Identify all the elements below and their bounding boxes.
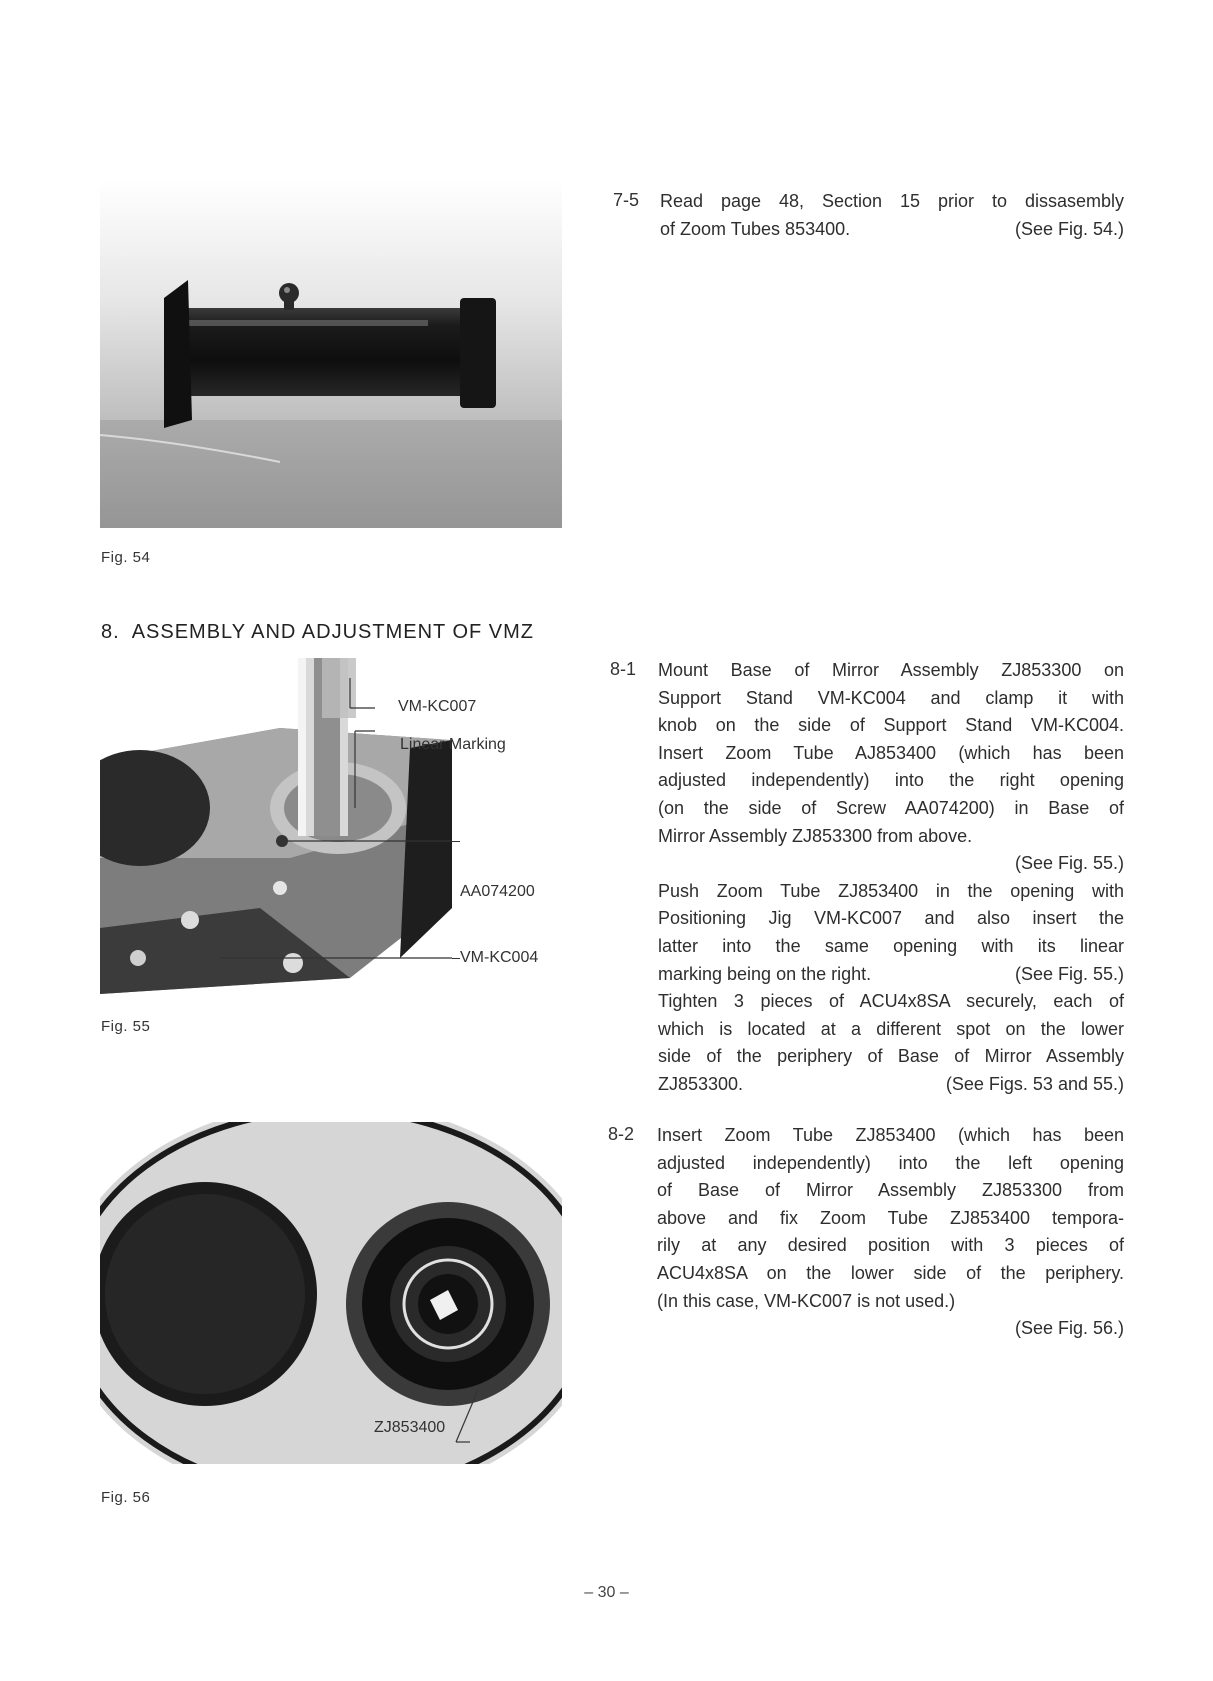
text-line: rily at any desired position with 3 pieces of	[657, 1235, 1124, 1256]
fig56-caption: Fig. 56	[101, 1489, 151, 1506]
text-line: Insert Zoom Tube AJ853400 (which has been	[658, 742, 1124, 763]
text-line: Support Stand VM-KC004 and clamp it with	[658, 687, 1124, 708]
text-line: of Base of Mirror Assembly ZJ853300 from	[657, 1180, 1124, 1201]
fig56-photo	[100, 1122, 562, 1464]
text-line: of Zoom Tubes 853400. (See Fig. 54.)	[660, 216, 1124, 244]
text-line: ZJ853300. (See Figs. 53 and 55.)	[658, 1071, 1124, 1099]
text-line: (In this case, VM-KC007 is not used.)	[657, 1290, 956, 1311]
section-8-1-number: 8-1	[610, 659, 637, 679]
fig55-caption: Fig. 55	[101, 1018, 151, 1035]
fig-ref: (See Fig. 56.)	[1014, 1318, 1124, 1339]
text-line: latter into the same opening with its linear	[658, 935, 1124, 956]
text-line: Positioning Jig VM-KC007 and also insert the	[658, 908, 1124, 929]
zoom-tube-photo	[100, 180, 562, 528]
text-line: Mount Base of Mirror Assembly ZJ853300 on	[658, 660, 1124, 680]
text-line: marking being on the right. (See Fig. 55.)	[658, 961, 1124, 989]
text-line: Tighten 3 pieces of ACU4x8SA securely, each of	[658, 991, 1124, 1012]
section-8-2-number: 8-2	[608, 1124, 635, 1144]
label-linear-marking: Linear Marking	[400, 736, 506, 753]
section-8-1-text	[658, 657, 1124, 1099]
text-line: ACU4x8SA on the lower side of the periphery.	[657, 1262, 1124, 1283]
leader-line	[452, 958, 460, 959]
text-line: Insert Zoom Tube ZJ853400 (which has been	[657, 1125, 1124, 1145]
text-line: (on the side of Screw AA074200) in Base of	[658, 797, 1124, 818]
text-line: knob on the side of Support Stand VM-KC004.	[658, 715, 1124, 736]
section-7-5-text	[660, 188, 1124, 243]
label-aa074200: AA074200	[460, 883, 535, 900]
text-line: which is located at a different spot on the lower	[658, 1018, 1124, 1039]
page-number: – 30 –	[584, 1584, 629, 1601]
text-line: above and fix Zoom Tube ZJ853400 tempora-	[657, 1207, 1124, 1228]
text-line: adjusted independently) into the left opening	[657, 1152, 1124, 1173]
label-zj853400: ZJ853400	[374, 1419, 446, 1436]
fig-ref: (See Fig. 54.)	[1014, 218, 1124, 239]
leader-line	[452, 841, 460, 842]
label-vm-kc004: VM-KC004	[460, 949, 539, 966]
text-line: adjusted independently) into the right opening	[658, 770, 1124, 791]
fig54-caption: Fig. 54	[101, 549, 151, 566]
fig-ref: (See Fig. 55.)	[1014, 853, 1124, 874]
fig54-photo	[100, 180, 562, 528]
text-line: Read page 48, Section 15 prior to dissasembly	[660, 191, 1124, 211]
section-8-2-text	[657, 1122, 1124, 1343]
text-line: Mirror Assembly ZJ853300 from above.	[658, 825, 973, 846]
fig-ref: (See Figs. 53 and 55.)	[945, 1073, 1124, 1094]
fig-ref: (See Fig. 55.)	[1014, 963, 1124, 984]
text-line: side of the periphery of Base of Mirror Assembly	[658, 1046, 1124, 1067]
text-line: Push Zoom Tube ZJ853400 in the opening with	[658, 880, 1124, 901]
zoom-tube-top-view-photo	[100, 1122, 562, 1464]
section-heading: 8. ASSEMBLY AND ADJUSTMENT OF VMZ	[101, 621, 534, 643]
section-7-5-number: 7-5	[613, 190, 640, 210]
label-vm-kc007: VM-KC007	[398, 698, 477, 715]
